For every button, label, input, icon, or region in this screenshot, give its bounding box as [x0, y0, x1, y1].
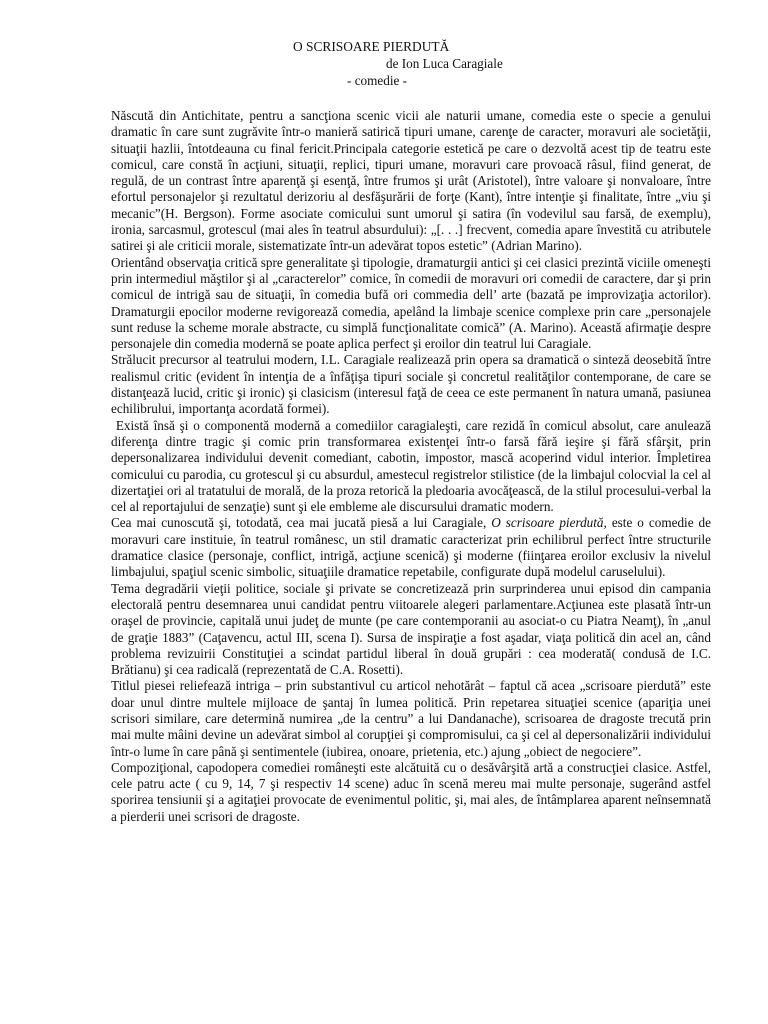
- author-line: de Ion Luca Caragiale: [386, 56, 503, 71]
- document-body: [111, 108, 715, 825]
- paragraph: [111, 515, 711, 580]
- paragraph: Există însă şi o componentă modernă a comediilor caragialeşti, care rezidă în comicul absolut, care anulează diferenţa dintre tragic şi comic prin transformarea existenţei într-o farsă fără ieşire şi fără sfârşit, prin depersonalizarea individului devenit comediant, cabotin, impostor, mască acoperind vidul interior. Împletirea comicului cu parodia, cu grotescul şi cu absurdul, amestecul registrelor stilistice (de la limbajul colocvial la cel al dizertaţiei ori al tratatului de morală, de la proza retorică la pledoaria avocăţească, de la stilul procesului-verbal la cel al reportajului de senzaţie) sunt şi ele embleme ale discursului dramatic modern.: [111, 417, 715, 515]
- paragraph: Născută din Antichitate, pentru a sancţiona scenic vicii ale naturii umane, comedia este o specie a genului dramatic în care sunt zugrăvite într-o manieră satirică tipuri umane, carenţe de caracter, moravuri ale societăţii, situaţii hazlii, întotdeauna cu final fericit.Principala categorie estetică pe care o dezvoltă acest tip de teatru este comicul, care constă în acţiuni, situaţii, replici, tipuri umane, moravuri care provoacă râsul, fiind generat, de regulă, de un contrast între aparenţă şi esenţă, între frumos şi urât (Aristotel), între valoare şi nonvaloare, între efortul personajelor şi rezultatul derizoriu al desfăşurării de forţe (Kant), între intenţie şi finalitate, între „viu şi mecanic”(H. Bergson). Forme asociate comicului sunt umorul şi satira (în vodevilul sau farsă, de exemplu), ironia, sarcasmul, grotescul (mai ales în teatrul absurdului): „[. . .] frecvent, comedia apare învestită cu atributele satirei şi ale criticii morale, sistematizate într-un adevărat topos estetic” (Adrian Marino).: [111, 108, 711, 254]
- play-title-italic: O scrisoare pierdută,: [491, 515, 607, 531]
- paragraph: Orientând observaţia critică spre generalitate şi tipologie, dramaturgii antici şi cei clasici prezintă viciile omeneşti prin intermediul măştilor şi al „caracterelor” comice, în comedii de moravuri ori comedii de caractere, dar şi prin comicul de intrigă sau de situaţii, în comedia bufă ori commedia dell’ arte (bazată pe improvizaţia actorilor). Dramaturgii epocilor moderne revigorează comedia, apelând la limbaje scenice complexe prin care „personajele sunt reduse la scheme morale abstracte, cu simplă funcţionalitate comică” (A. Marino). Această afirmaţie despre personajele din comedia modernă se poate aplica perfect şi eroilor din teatrul lui Caragiale.: [111, 254, 711, 352]
- paragraph-text: este o comedie de moravuri care instituie, în teatrul românesc, un stil dramatic caracterizat prin echilibrul perfect între structurile dramatice clasice (personaje, conflict, intrigă, acţiune scenică) şi moderne (fiinţarea eroilor exclusiv la nivelul limbajului, spaţiul scenic simbolic, situaţiile dramatice repetabile, configurate după modelul caruselului).: [111, 515, 711, 580]
- paragraph: Strălucit precursor al teatrului modern, I.L. Caragiale realizează prin opera sa dramatică o sinteză deosebită între realismul critic (evident în intenţia de a înfăţişa tipuri sociale şi concretul realităţilor contemporane, de care se distanţează lucid, critic şi ironic) şi clasicism (interesul faţă de ceea ce este permanent în natura umană, pasiunea echilibrului, importanţa acordată formei).: [111, 352, 711, 417]
- paragraph: Titlul piesei reliefează intriga – prin substantivul cu articol nehotărât – faptul că acea „scrisoare pierdută” este doar unul dintre multele mijloace de şantaj în lumea politică. Prin repetarea situaţiei scenice (apariţia unei scrisori similare, care determină numirea „de la centru” a lui Dandanache), scrisoarea de dragoste trecută prin mai multe mâini devine un adevărat simbol al corupţiei şi compromisului, ca şi cel al depersonalizării individului într-o lume în care până şi sentimentele (iubirea, onoare, prietenia, etc.) ajung „obiect de negociere”.: [111, 678, 711, 759]
- paragraph: Tema degradării vieţii politice, sociale şi private se concretizează prin surprinderea unui episod din campania electorală pentru desemnarea unui candidat pentru viitoarele alegeri parlamentare.Acţiunea este plasată într-un oraşel de provincie, capitală unui judeţ de munte (pe care contemporanii au asociat-o cu Piatra Neamţ), în „anul de graţie 1883” (Caţavencu, actul III, scena I). Sursa de inspiraţie a fost aşadar, viaţa politică din acel an, când problema revizuirii Constituţiei a scindat partidul liberal în două grupări : cea moderată( condusă de I.C. Brătianu) şi cea radicală (reprezentată de C.A. Rosetti).: [111, 580, 711, 678]
- paragraph-text: Cea mai cunoscută şi, totodată, cea mai jucată piesă a lui Caragiale,: [111, 515, 492, 531]
- document-title: O SCRISOARE PIERDUTĂ: [293, 39, 450, 54]
- genre-line: - comedie -: [347, 73, 408, 88]
- paragraph: Compoziţional, capodopera comediei româneşti este alcătuită cu o desăvârşită artă a construcţiei clasice. Astfel, cele patru acte ( cu 9, 14, 7 şi respectiv 14 scene) aduc în scenă mereu mai multe personaje, sugerând astfel sporirea tensiunii şi a agitaţiei provocate de evenimentul politic, şi, mai ales, de întâmplarea aparent neînsemnată a pierderii unei scrisori de dragoste.: [111, 759, 711, 824]
